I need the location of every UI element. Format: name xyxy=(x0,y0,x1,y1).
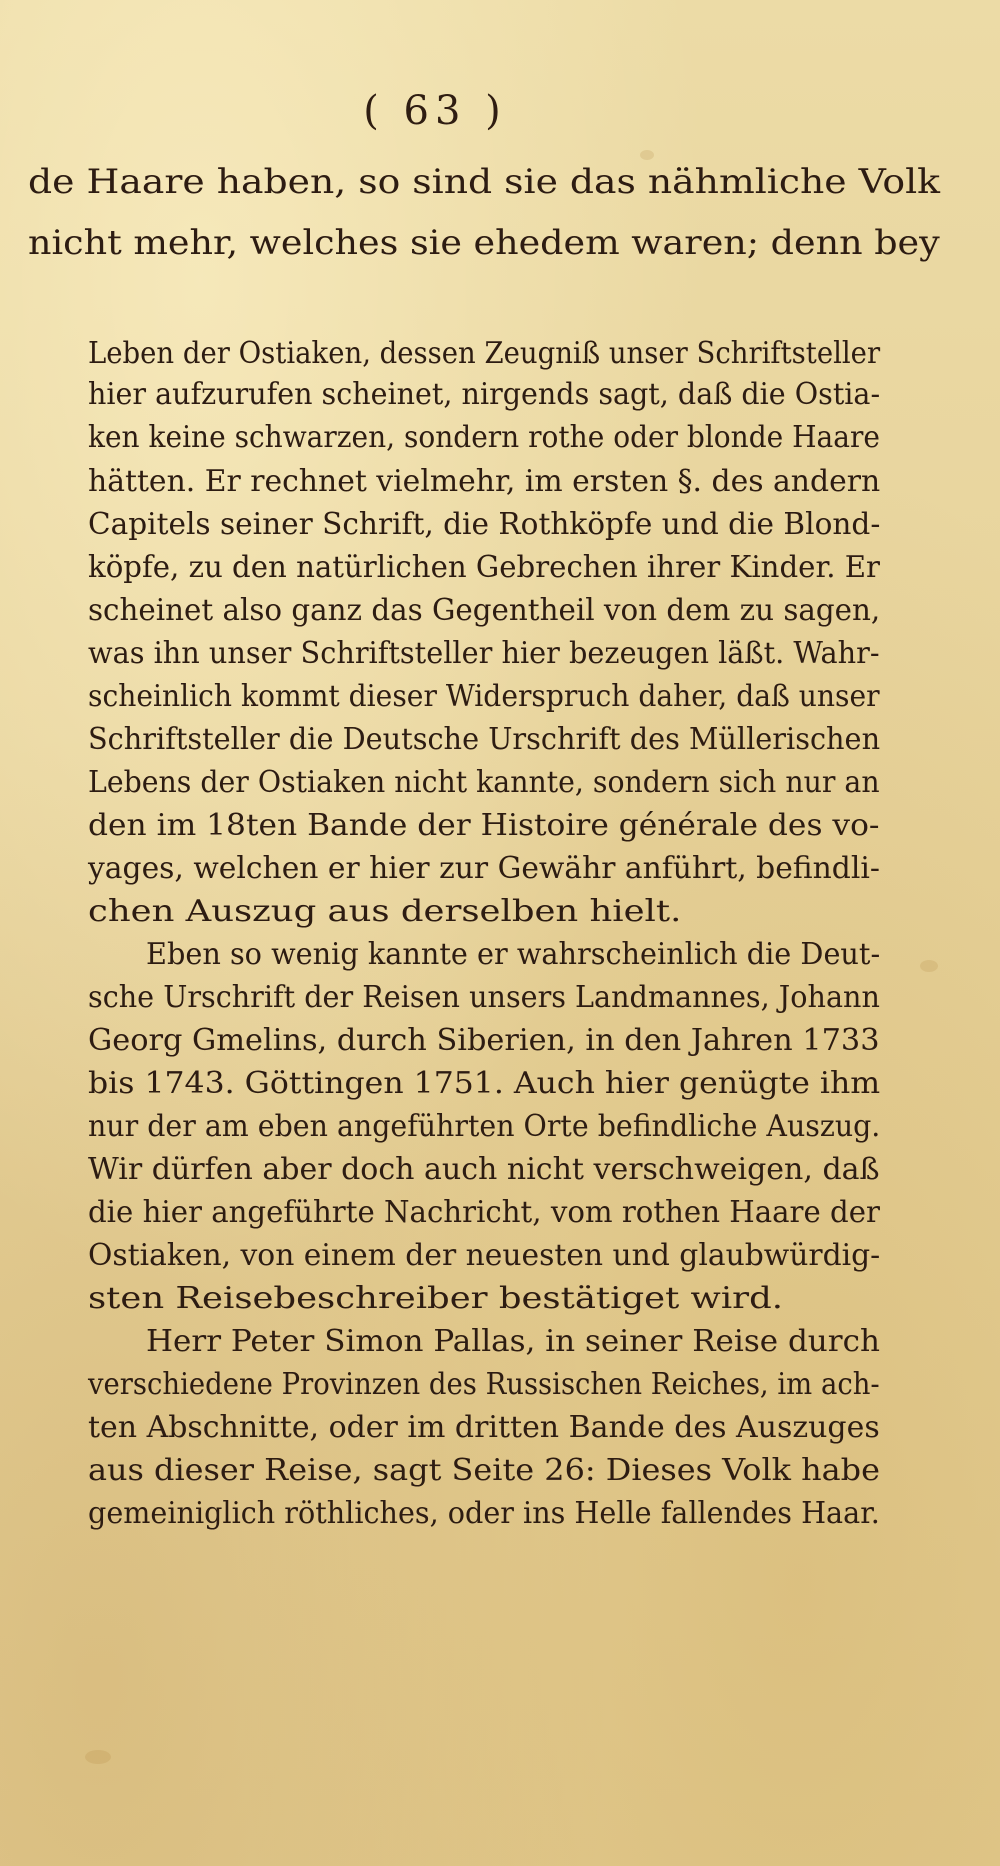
text-line: aus dieser Reise, sagt Seite 26: Dieses Volk habe xyxy=(88,1453,880,1488)
text-line: yages, welchen er hier zur Gewähr anführt, befindli- xyxy=(88,851,880,886)
text-line: was ihn unser Schriftsteller hier bezeugen läßt. Wahr- xyxy=(88,636,880,671)
text-line: Herr Peter Simon Pallas, in seiner Reise durch xyxy=(146,1324,880,1359)
text-line: bis 1743. Göttingen 1751. Auch hier genügte ihm xyxy=(88,1066,881,1101)
text-line: hier aufzurufen scheinet, nirgends sagt, daß die Ostia- xyxy=(88,377,881,412)
text-line: Leben der Ostiaken, dessen Zeugniß unser Schriftsteller xyxy=(88,336,881,371)
text-line: de Haare haben, so sind sie das nähmliche Volk xyxy=(28,162,941,202)
text-line: ten Abschnitte, oder im dritten Bande des Auszuges xyxy=(88,1410,880,1445)
text-line: Wir dürfen aber doch auch nicht verschweigen, daß xyxy=(88,1152,880,1187)
text-line: Capitels seiner Schrift, die Rothköpfe und die Blond- xyxy=(88,507,881,542)
text-line: die hier angeführte Nachricht, vom rothen Haare der xyxy=(88,1195,880,1230)
text-line: ken keine schwarzen, sondern rothe oder blonde Haare xyxy=(88,420,880,455)
text-line: hätten. Er rechnet vielmehr, im ersten §. des andern xyxy=(88,464,881,499)
text-line: scheinlich kommt dieser Widerspruch daher, daß unser xyxy=(88,679,880,714)
paper-stain xyxy=(920,960,938,972)
text-line: den im 18ten Bande der Histoire générale des vo- xyxy=(88,808,880,843)
text-line: Lebens der Ostiaken nicht kannte, sondern sich nur an xyxy=(88,765,880,800)
text-line: Eben so wenig kannte er wahrscheinlich die Deut- xyxy=(146,937,881,972)
text-line: nicht mehr, welches sie ehedem waren; denn bey xyxy=(28,223,940,263)
text-line: chen Auszug aus derselben hielt. xyxy=(88,894,682,929)
paper-stain xyxy=(640,150,654,160)
text-line: scheinet also ganz das Gegentheil von dem zu sagen, xyxy=(88,593,881,628)
page-number: ( 63 ) xyxy=(363,88,507,134)
text-line: Schriftsteller die Deutsche Urschrift des Müllerischen xyxy=(88,722,881,757)
text-line: Ostiaken, von einem der neuesten und glaubwürdig- xyxy=(88,1238,881,1273)
text-line: köpfe, zu den natürlichen Gebrechen ihrer Kinder. Er xyxy=(88,550,881,585)
text-line: Georg Gmelins, durch Siberien, in den Jahren 1733 xyxy=(88,1023,880,1058)
text-line: nur der am eben angeführten Orte befindliche Auszug. xyxy=(88,1109,881,1144)
text-line: sche Urschrift der Reisen unsers Landmannes, Johann xyxy=(88,980,880,1015)
text-line: sten Reisebeschreiber bestätiget wird. xyxy=(88,1281,784,1316)
text-line: gemeiniglich röthliches, oder ins Helle fallendes Haar. xyxy=(88,1496,880,1531)
text-line: verschiedene Provinzen des Russischen Reiches, im ach- xyxy=(88,1367,880,1402)
paper-stain xyxy=(85,1750,111,1764)
